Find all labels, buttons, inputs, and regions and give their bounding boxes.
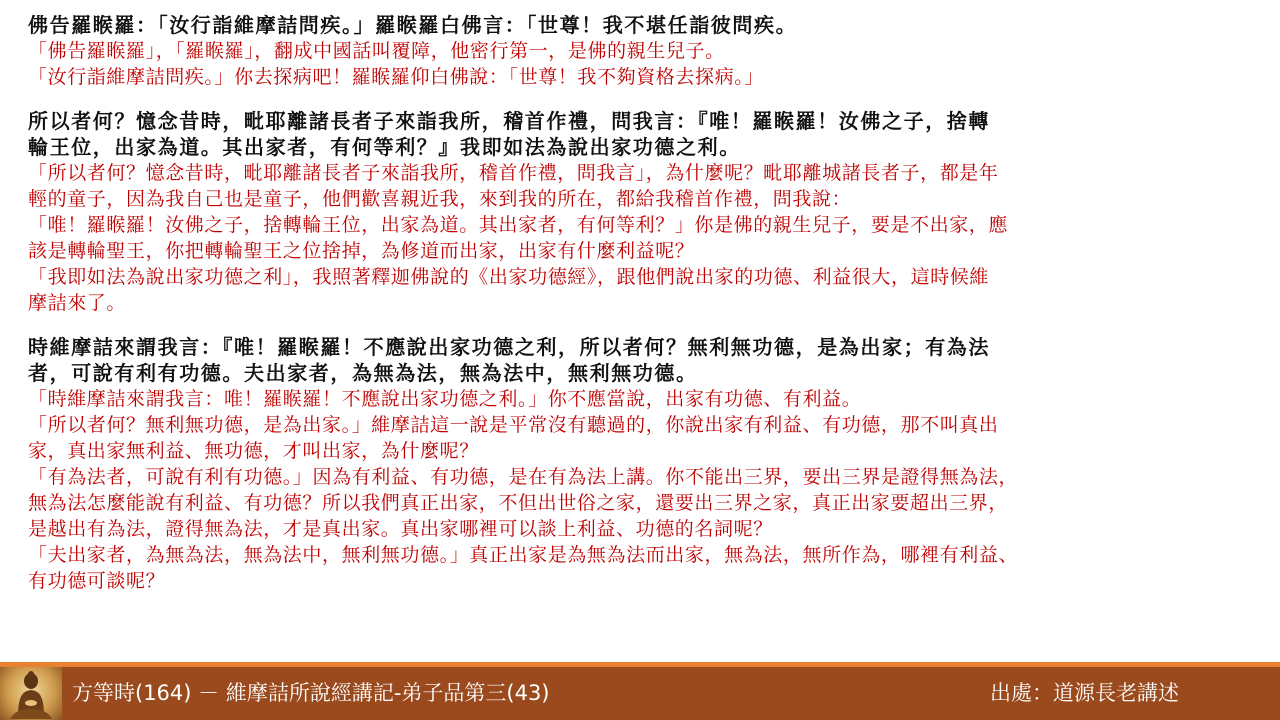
commentary-line: 「時維摩詰來謂我言：唯！羅睺羅！不應說出家功德之利。」你不應當說，出家有功德、有利益。 [28,388,862,410]
commentary-line: 「唯！羅睺羅！汝佛之子，捨轉輪王位，出家為道。其出家者，有何等利？」你是佛的親生兒子，要是不出家，應 [28,214,1009,236]
commentary-line: 「佛告羅睺羅」，「羅睺羅」，翻成中國話叫覆障，他密行第一，是佛的親生兒子。 [28,40,725,62]
scripture-content [28,12,1248,612]
commentary-line: 「我即如法為說出家功德之利」，我照著釋迦佛說的《出家功德經》，跟他們說出家的功德、利益很大，這時候維 [28,266,990,288]
footer-bar [0,667,1280,720]
buddha-figure-icon [0,667,62,720]
scripture-line: 時維摩詰來謂我言：『唯！羅睺羅！不應說出家功德之利，所以者何？無利無功德，是為出家；有為法 [28,335,990,359]
commentary-line: 無為法怎麼能說有利益、有功德？所以我們真正出家，不但出世俗之家，還要出三界之家，真正出家要超出三界， [28,492,1009,514]
paragraph-3 [28,334,1248,594]
commentary-line: 「所以者何？憶念昔時，毗耶離諸長者子來詣我所，稽首作禮，問我言」，為什麼呢？毗耶離城諸長者子，都是年 [28,162,999,184]
paragraph-2 [28,108,1248,316]
scripture-line: 佛告羅睺羅：「汝行詣維摩詰問疾。」羅睺羅白佛言：「世尊！我不堪任詣彼問疾。 [28,13,798,37]
commentary-line: 「夫出家者，為無為法，無為法中，無利無功德。」真正出家是為無為法而出家，無為法，無所作為，哪裡有利益、 [28,544,1019,566]
commentary-line: 「所以者何？無利無功德，是為出家。」維摩詰這一說是平常沒有聽過的，你說出家有利益、有功德，那不叫真出 [28,414,999,436]
scripture-line: 輪王位，出家為道。其出家者，有何等利？』我即如法為說出家功德之利。 [28,135,741,159]
scripture-line: 者，可說有利有功德。夫出家者，為無為法，無為法中，無利無功德。 [28,361,698,385]
paragraph-1 [28,12,1248,90]
commentary-line: 是越出有為法，證得無為法，才是真出家。真出家哪裡可以談上利益、功德的名詞呢？ [28,518,773,540]
commentary-line: 輕的童子，因為我自己也是童子，他們歡喜親近我，來到我的所在，都給我稽首作禮，問我說： [28,188,852,210]
lecture-source: 出處：道源長老講述 [990,681,1179,705]
lecture-title: 方等時(164) － 維摩詰所說經講記-弟子品第三(43) [72,681,550,705]
commentary-line: 摩詰來了。 [28,292,127,314]
scripture-line: 所以者何？憶念昔時，毗耶離諸長者子來詣我所，稽首作禮，問我言：『唯！羅睺羅！汝佛之子，捨轉 [28,109,990,133]
commentary-line: 「汝行詣維摩詰問疾。」你去探病吧！羅睺羅仰白佛說：「世尊！我不夠資格去探病。」 [28,66,764,88]
commentary-line: 該是轉輪聖王，你把轉輪聖王之位捨掉，為修道而出家，出家有什麼利益呢？ [28,240,695,262]
commentary-line: 「有為法者，可說有利有功德。」因為有利益、有功德，是在有為法上講。你不能出三界，要出三界是證得無為法， [28,466,1019,488]
commentary-line: 家，真出家無利益、無功德，才叫出家，為什麼呢？ [28,440,479,462]
commentary-line: 有功德可談呢？ [28,570,166,592]
